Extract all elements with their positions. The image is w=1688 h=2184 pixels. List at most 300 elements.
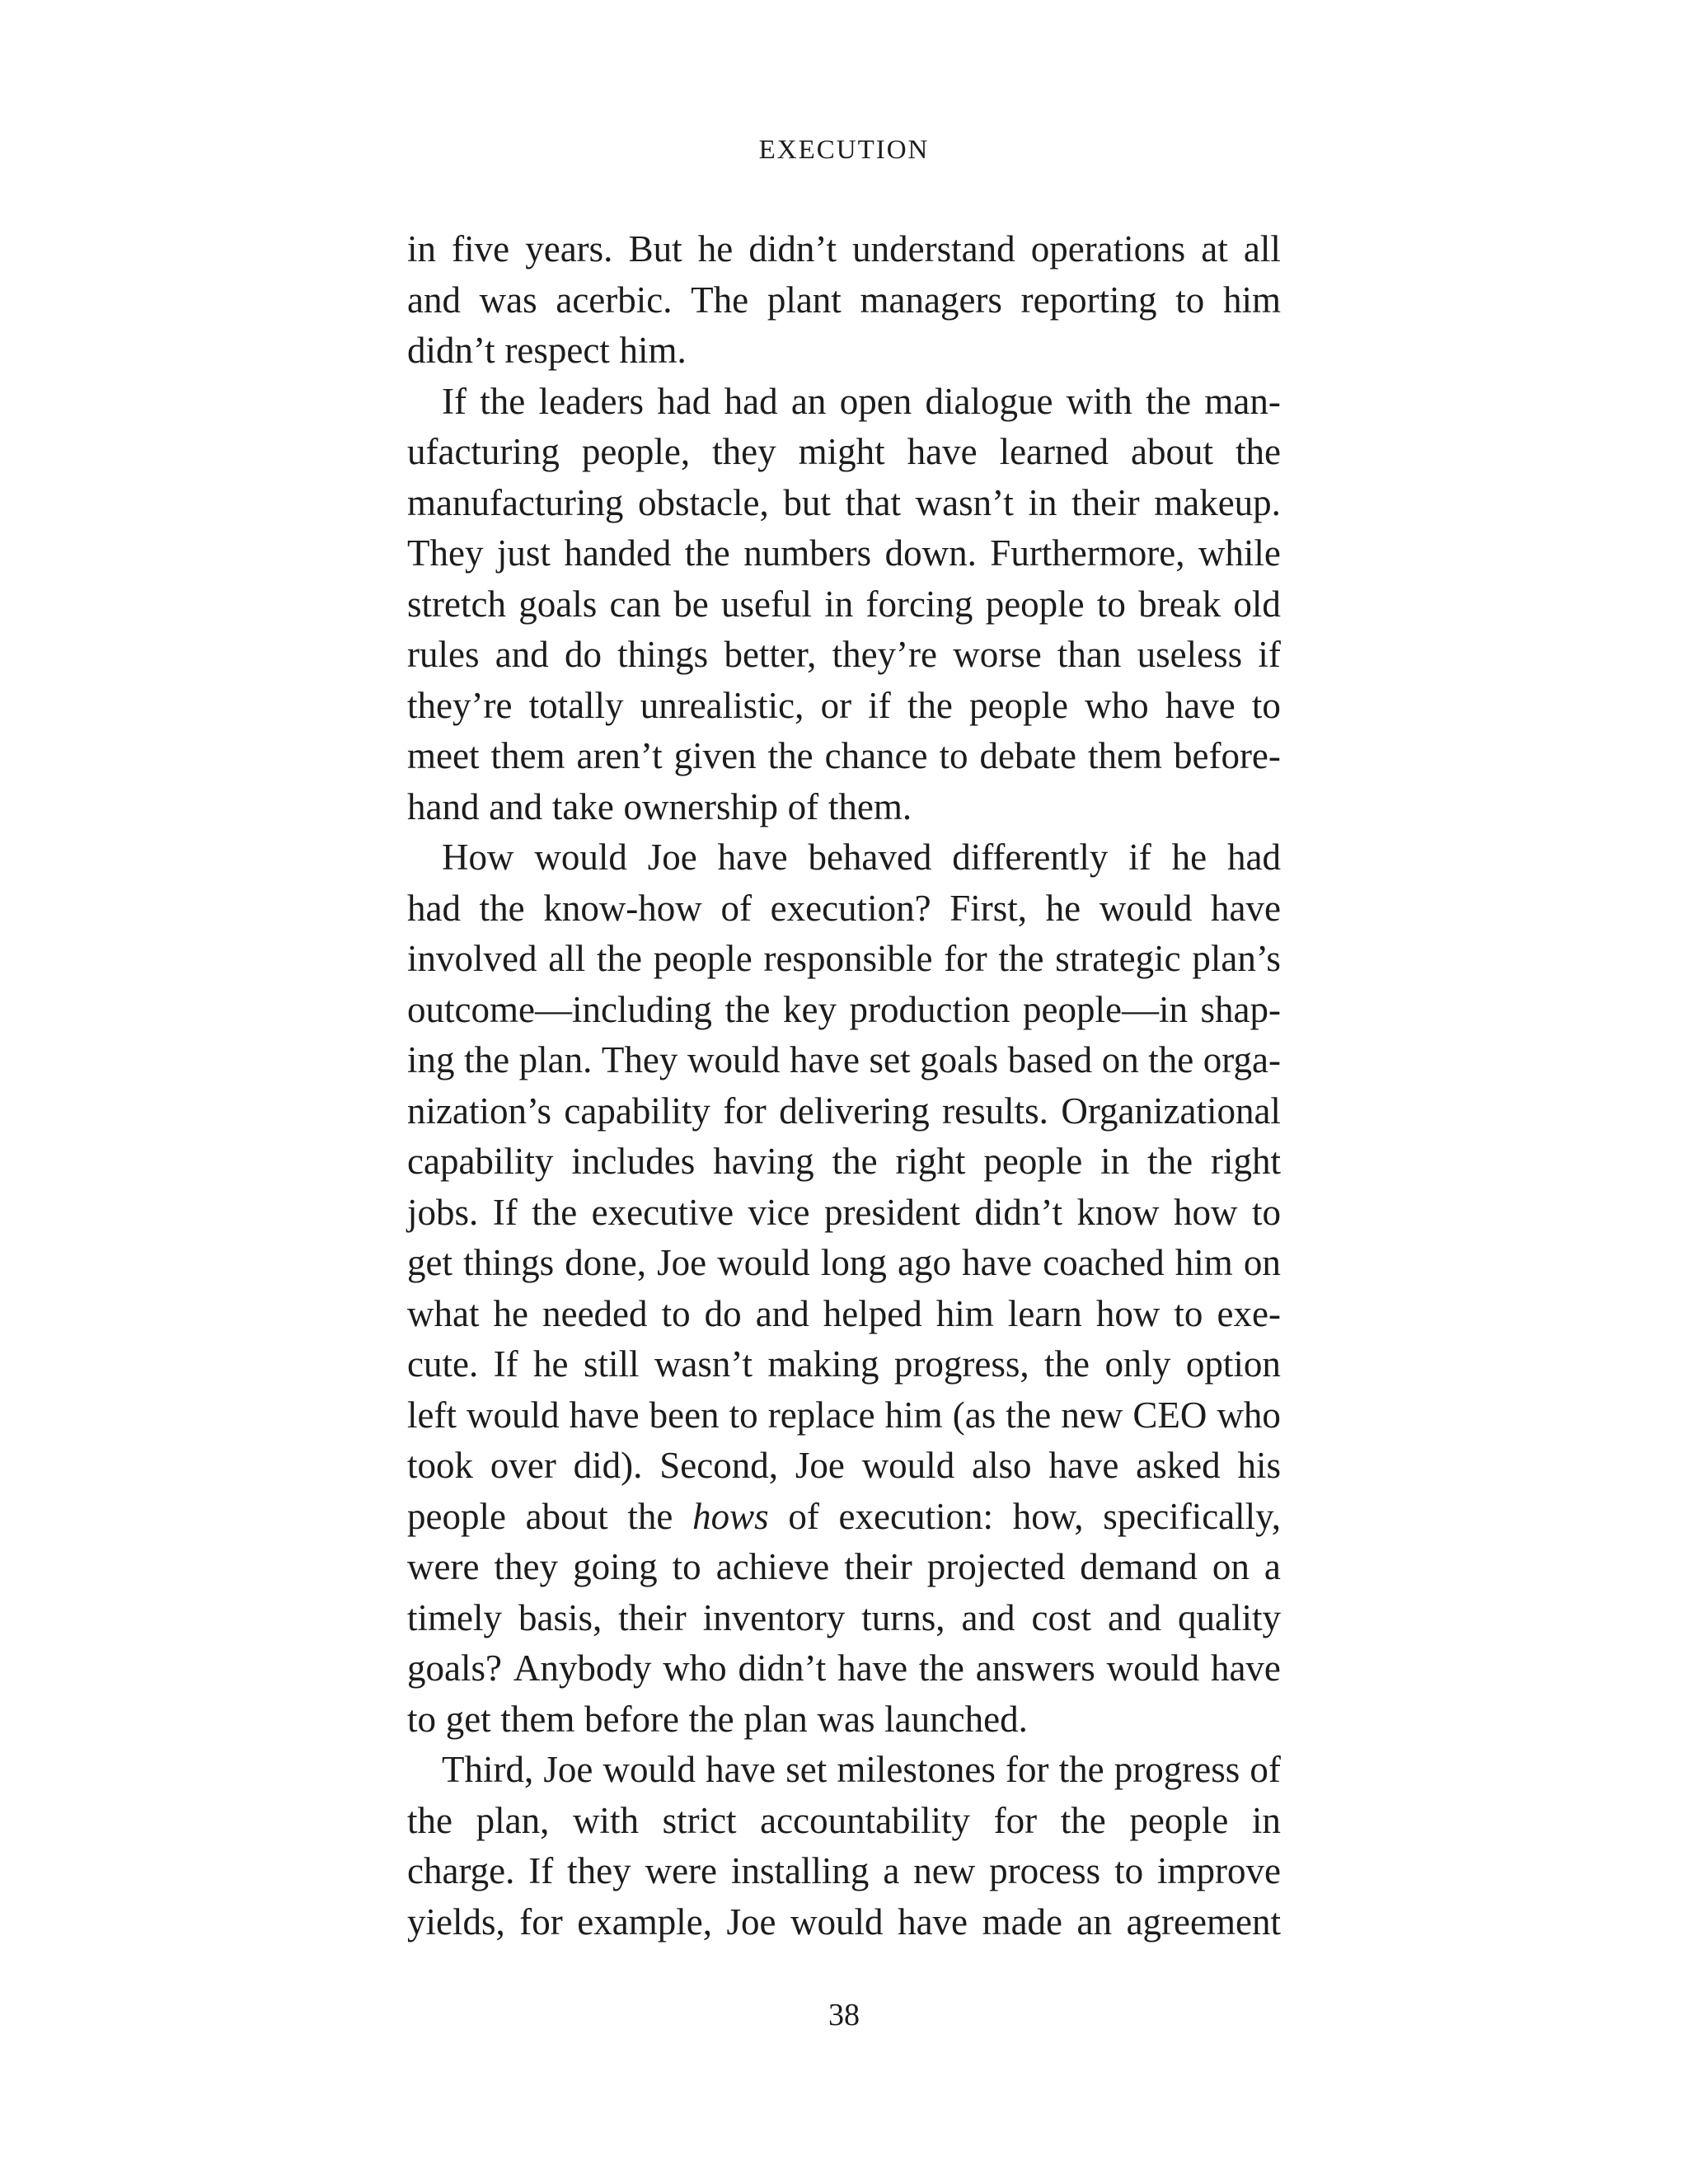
body-text xyxy=(407,224,1281,1947)
word: totally xyxy=(528,684,624,726)
word: how xyxy=(1095,1292,1160,1334)
word: Joe xyxy=(543,1749,593,1790)
word: that xyxy=(845,481,902,523)
word: people—in xyxy=(1023,988,1188,1030)
word: They xyxy=(601,1039,678,1080)
word: before xyxy=(584,1698,679,1740)
word: for xyxy=(1006,1749,1049,1790)
word: they xyxy=(494,1546,558,1587)
word: down. xyxy=(884,532,977,574)
word: on xyxy=(1243,1242,1281,1283)
text-line xyxy=(407,1137,1281,1188)
word: had xyxy=(724,380,778,422)
word: left xyxy=(407,1394,457,1436)
word: have xyxy=(569,1394,640,1436)
word: leaders xyxy=(538,380,645,422)
word: option xyxy=(1185,1343,1281,1385)
word: execution? xyxy=(770,887,931,929)
word: understand xyxy=(852,228,1015,269)
word: answers xyxy=(975,1647,1095,1689)
text-line xyxy=(407,630,1281,681)
word: vice xyxy=(748,1191,810,1233)
word: how, xyxy=(1012,1495,1084,1537)
text-line xyxy=(407,427,1281,478)
word: useful xyxy=(720,583,812,625)
word: to xyxy=(1096,583,1126,625)
word: If xyxy=(442,380,467,422)
word: and xyxy=(407,279,461,321)
word: he xyxy=(697,228,734,269)
word: Organizational xyxy=(1061,1090,1281,1132)
word: of xyxy=(787,785,819,827)
word: be xyxy=(673,583,709,625)
word: were xyxy=(645,1850,718,1891)
word: in xyxy=(1100,1141,1130,1182)
word: were xyxy=(407,1546,480,1587)
word: learn xyxy=(1007,1292,1082,1334)
word: The xyxy=(691,279,749,321)
word: based xyxy=(1007,1039,1093,1080)
word: new xyxy=(1061,1394,1123,1436)
text-line xyxy=(407,1694,1281,1746)
word: useless xyxy=(1137,634,1243,675)
word: outcome—including xyxy=(407,988,712,1030)
word: managers xyxy=(860,279,1002,321)
word: process xyxy=(989,1850,1101,1891)
word: the xyxy=(724,988,771,1030)
word: them xyxy=(490,735,565,776)
word: a xyxy=(883,1850,900,1891)
word: the xyxy=(688,1698,734,1740)
word: the xyxy=(1044,1343,1090,1385)
word: If xyxy=(528,1850,554,1891)
word: the xyxy=(597,938,642,979)
word: key xyxy=(782,988,837,1030)
word: open xyxy=(839,380,912,422)
word: new xyxy=(913,1850,976,1891)
word: didn’t xyxy=(407,330,495,371)
word: capability xyxy=(564,1090,710,1132)
word: reporting xyxy=(1020,279,1157,321)
word: about xyxy=(525,1495,608,1537)
word: yields, xyxy=(407,1900,505,1943)
word: accountability xyxy=(760,1799,971,1841)
word: made xyxy=(982,1900,1063,1943)
word: execution: xyxy=(838,1495,993,1537)
word: improve xyxy=(1157,1850,1281,1891)
word: nization’s xyxy=(407,1090,551,1132)
word: Second, xyxy=(659,1445,778,1486)
word: in xyxy=(824,583,854,625)
word: done, xyxy=(565,1242,646,1283)
word: right xyxy=(1210,1141,1281,1182)
word: making xyxy=(767,1343,879,1385)
word: a xyxy=(1264,1546,1281,1587)
word: wasn’t xyxy=(915,481,1014,523)
word: also xyxy=(972,1445,1032,1486)
word: How xyxy=(442,837,514,878)
word: asked xyxy=(1136,1445,1221,1486)
word: get xyxy=(407,1242,452,1283)
word: people xyxy=(407,1495,506,1537)
word: he xyxy=(493,1292,529,1334)
word: obstacle, xyxy=(638,481,769,523)
text-line xyxy=(407,1542,1281,1593)
word: about xyxy=(1131,431,1213,472)
text-line xyxy=(407,681,1281,732)
word: but xyxy=(783,481,831,523)
word: was xyxy=(817,1698,875,1740)
word: people xyxy=(653,938,753,979)
word: he xyxy=(533,1343,569,1385)
word: for xyxy=(519,1900,563,1943)
word: Joe xyxy=(657,1242,707,1283)
word: the xyxy=(918,1647,964,1689)
word: to xyxy=(661,1292,691,1334)
word: the xyxy=(907,684,953,726)
word: to xyxy=(729,1394,758,1436)
text-line xyxy=(407,1289,1281,1340)
text-line xyxy=(407,1643,1281,1694)
word: know xyxy=(1076,1191,1160,1233)
word: did). xyxy=(573,1445,643,1486)
word: their xyxy=(618,1596,687,1638)
word: hows xyxy=(692,1495,769,1537)
word: better, xyxy=(724,634,817,675)
word: plant xyxy=(767,279,842,321)
text-line xyxy=(407,326,1281,377)
word: who xyxy=(1085,684,1149,726)
word: makeup. xyxy=(1154,481,1281,523)
word: before- xyxy=(1173,735,1281,776)
word: charge. xyxy=(407,1850,515,1891)
word: in xyxy=(407,228,437,269)
word: on xyxy=(1212,1546,1250,1587)
word: and xyxy=(755,1292,809,1334)
word: have xyxy=(898,1900,968,1943)
word: Anybody xyxy=(513,1647,652,1689)
word: would xyxy=(861,1445,955,1486)
word: If xyxy=(493,1343,518,1385)
word: while xyxy=(1198,532,1281,574)
word: have xyxy=(837,1647,908,1689)
word: Joe xyxy=(647,837,697,878)
word: the xyxy=(407,1799,452,1841)
word: Furthermore, xyxy=(990,532,1185,574)
word: would xyxy=(467,1394,560,1436)
word: took xyxy=(407,1445,474,1486)
word: cute. xyxy=(407,1343,479,1385)
word: But xyxy=(628,228,682,269)
text-line xyxy=(407,1188,1281,1239)
word: First, xyxy=(950,887,1027,929)
word: coached xyxy=(1043,1242,1165,1283)
word: the xyxy=(1146,380,1192,422)
word: exe- xyxy=(1217,1292,1281,1334)
word: who xyxy=(1217,1394,1281,1436)
word: their xyxy=(844,1546,912,1587)
word: delivering xyxy=(779,1090,930,1132)
text-line xyxy=(407,275,1281,326)
word: if xyxy=(868,684,891,726)
word: him xyxy=(884,1394,943,1436)
text-line xyxy=(407,1035,1281,1086)
word: an xyxy=(790,380,827,422)
word: in xyxy=(1251,1799,1281,1841)
word: to xyxy=(1251,1191,1281,1233)
word: how xyxy=(1173,1191,1238,1233)
word: dialogue xyxy=(925,380,1053,422)
word: responsible xyxy=(763,938,933,979)
word: helped xyxy=(823,1292,922,1334)
word: for xyxy=(944,938,987,979)
word: just xyxy=(496,532,551,574)
word: achieve xyxy=(715,1546,830,1587)
word: involved xyxy=(407,938,537,979)
word: the xyxy=(464,1039,510,1080)
text-line xyxy=(407,1745,1281,1796)
word: and xyxy=(489,785,543,827)
word: handed xyxy=(564,532,672,574)
text-line xyxy=(407,1897,1281,1948)
word: for xyxy=(723,1090,767,1132)
text-line xyxy=(407,1339,1281,1390)
word: jobs. xyxy=(407,1191,479,1233)
word: progress, xyxy=(893,1343,1029,1385)
word: to xyxy=(672,1546,701,1587)
word: know-how xyxy=(543,887,702,929)
word: an xyxy=(1076,1900,1113,1943)
word: the xyxy=(684,532,730,574)
word: still xyxy=(583,1343,640,1385)
text-line xyxy=(407,1492,1281,1543)
word: would xyxy=(717,1242,810,1283)
word: manufacturing xyxy=(407,481,624,523)
word: man- xyxy=(1204,380,1281,422)
word: forcing xyxy=(865,583,973,625)
word: him xyxy=(935,1292,994,1334)
word: CEO xyxy=(1132,1394,1207,1436)
word: years. xyxy=(525,228,613,269)
word: people xyxy=(985,583,1085,625)
word: him xyxy=(1175,1242,1233,1283)
word: only xyxy=(1104,1343,1171,1385)
word: ufacturing xyxy=(407,431,560,472)
word: of xyxy=(720,887,752,929)
word: turns, xyxy=(861,1596,945,1638)
text-line xyxy=(407,782,1281,833)
word: them. xyxy=(828,785,912,827)
word: right xyxy=(895,1141,966,1182)
word: operations xyxy=(1030,228,1186,269)
word: things xyxy=(463,1242,555,1283)
word: stretch xyxy=(407,583,506,625)
word: Third, xyxy=(442,1749,534,1790)
text-line xyxy=(407,528,1281,579)
word: over xyxy=(490,1445,556,1486)
word: basis, xyxy=(518,1596,603,1638)
word: (as xyxy=(952,1394,996,1436)
word: the xyxy=(832,1141,878,1182)
word: would xyxy=(1106,1647,1200,1689)
word: have xyxy=(1210,1647,1281,1689)
word: Joe xyxy=(795,1445,845,1486)
word: the xyxy=(998,938,1044,979)
word: debate xyxy=(979,735,1076,776)
word: him. xyxy=(619,330,687,371)
word: would xyxy=(603,1749,696,1790)
word: have xyxy=(706,1749,776,1790)
word: didn’t xyxy=(738,1647,827,1689)
word: to xyxy=(1251,684,1281,726)
word: had xyxy=(657,380,711,422)
word: worse xyxy=(953,634,1042,675)
word: been xyxy=(649,1394,720,1436)
word: on xyxy=(1101,1039,1139,1080)
word: or xyxy=(820,684,852,726)
word: progress xyxy=(1114,1749,1240,1790)
word: the xyxy=(479,887,525,929)
word: hand xyxy=(407,785,480,827)
text-line xyxy=(407,1846,1281,1897)
word: needed xyxy=(542,1292,648,1334)
word: the xyxy=(532,1191,578,1233)
word: acerbic. xyxy=(556,279,673,321)
word: having xyxy=(713,1141,814,1182)
word: the xyxy=(1147,1141,1193,1182)
word: rules xyxy=(407,634,480,675)
word: the xyxy=(767,735,814,776)
word: had xyxy=(1226,837,1281,878)
word: differently xyxy=(952,837,1109,878)
word: respect xyxy=(504,330,610,371)
word: have xyxy=(962,1242,1033,1283)
word: with xyxy=(1066,380,1132,422)
word: them xyxy=(1087,735,1162,776)
word: can xyxy=(609,583,661,625)
text-line xyxy=(407,579,1281,630)
text-line xyxy=(407,731,1281,782)
word: milestones xyxy=(837,1749,996,1790)
word: would xyxy=(1099,887,1193,929)
word: timely xyxy=(407,1596,502,1638)
word: the xyxy=(627,1495,673,1537)
text-line xyxy=(407,985,1281,1036)
word: executive xyxy=(591,1191,734,1233)
word: launched. xyxy=(884,1698,1028,1740)
word: goals? xyxy=(407,1647,502,1689)
word: and xyxy=(495,634,549,675)
word: people xyxy=(969,684,1068,726)
word: get xyxy=(445,1698,491,1740)
word: set xyxy=(869,1039,911,1080)
word: shap- xyxy=(1200,988,1281,1030)
word: than xyxy=(1057,634,1122,675)
word: Joe xyxy=(726,1900,776,1943)
word: production xyxy=(849,988,1010,1030)
word: set xyxy=(785,1749,828,1790)
word: for xyxy=(993,1799,1038,1841)
word: they xyxy=(567,1850,631,1891)
word: agreement xyxy=(1126,1900,1281,1943)
word: have xyxy=(790,1039,860,1080)
word: the xyxy=(1235,431,1281,472)
word: plan, xyxy=(476,1799,550,1841)
word: the xyxy=(1060,1799,1106,1841)
text-line xyxy=(407,832,1281,883)
word: all xyxy=(548,938,586,979)
word: him xyxy=(1222,279,1281,321)
word: orga- xyxy=(1203,1039,1281,1080)
word: specifically, xyxy=(1103,1495,1281,1537)
text-line xyxy=(407,377,1281,428)
word: inventory xyxy=(702,1596,846,1638)
word: to xyxy=(1114,1850,1144,1891)
word: them xyxy=(500,1698,575,1740)
word: to xyxy=(407,1698,437,1740)
word: to xyxy=(1174,1292,1203,1334)
word: plan xyxy=(743,1698,808,1740)
word: the xyxy=(1006,1394,1052,1436)
word: all xyxy=(1243,228,1281,269)
word: the xyxy=(1058,1749,1104,1790)
word: cost xyxy=(1031,1596,1091,1638)
word: of xyxy=(788,1495,819,1537)
word: results. xyxy=(942,1090,1048,1132)
word: he xyxy=(1045,887,1081,929)
word: if xyxy=(1128,837,1151,878)
word: didn’t xyxy=(974,1191,1063,1233)
word: their xyxy=(1071,481,1140,523)
word: example, xyxy=(577,1900,712,1943)
text-line xyxy=(407,1390,1281,1441)
word: things xyxy=(617,634,709,675)
word: ago xyxy=(898,1242,951,1283)
word: ownership xyxy=(623,785,778,827)
word: was xyxy=(479,279,537,321)
word: people xyxy=(983,1141,1083,1182)
word: five xyxy=(452,228,510,269)
word: aren’t xyxy=(576,735,663,776)
word: would xyxy=(534,837,627,878)
word: take xyxy=(551,785,614,827)
word: strategic xyxy=(1055,938,1181,979)
word: who xyxy=(663,1647,727,1689)
running-head: EXECUTION xyxy=(758,135,930,165)
word: have xyxy=(1165,684,1236,726)
word: would xyxy=(687,1039,781,1080)
word: ing xyxy=(407,1039,455,1080)
word: at xyxy=(1201,228,1228,269)
word: to xyxy=(1175,279,1205,321)
word: people, xyxy=(581,431,691,472)
text-line xyxy=(407,1086,1281,1137)
word: learned xyxy=(999,431,1109,472)
word: given xyxy=(673,735,757,776)
word: the xyxy=(1148,1039,1194,1080)
word: strict xyxy=(662,1799,737,1841)
word: they’re xyxy=(832,634,937,675)
word: and xyxy=(1108,1596,1161,1638)
word: long xyxy=(820,1242,887,1283)
word: they xyxy=(712,431,776,472)
text-line xyxy=(407,224,1281,275)
text-line xyxy=(407,478,1281,529)
word: do xyxy=(564,634,602,675)
word: and xyxy=(961,1596,1015,1638)
word: of xyxy=(1250,1749,1281,1790)
word: meet xyxy=(407,735,480,776)
